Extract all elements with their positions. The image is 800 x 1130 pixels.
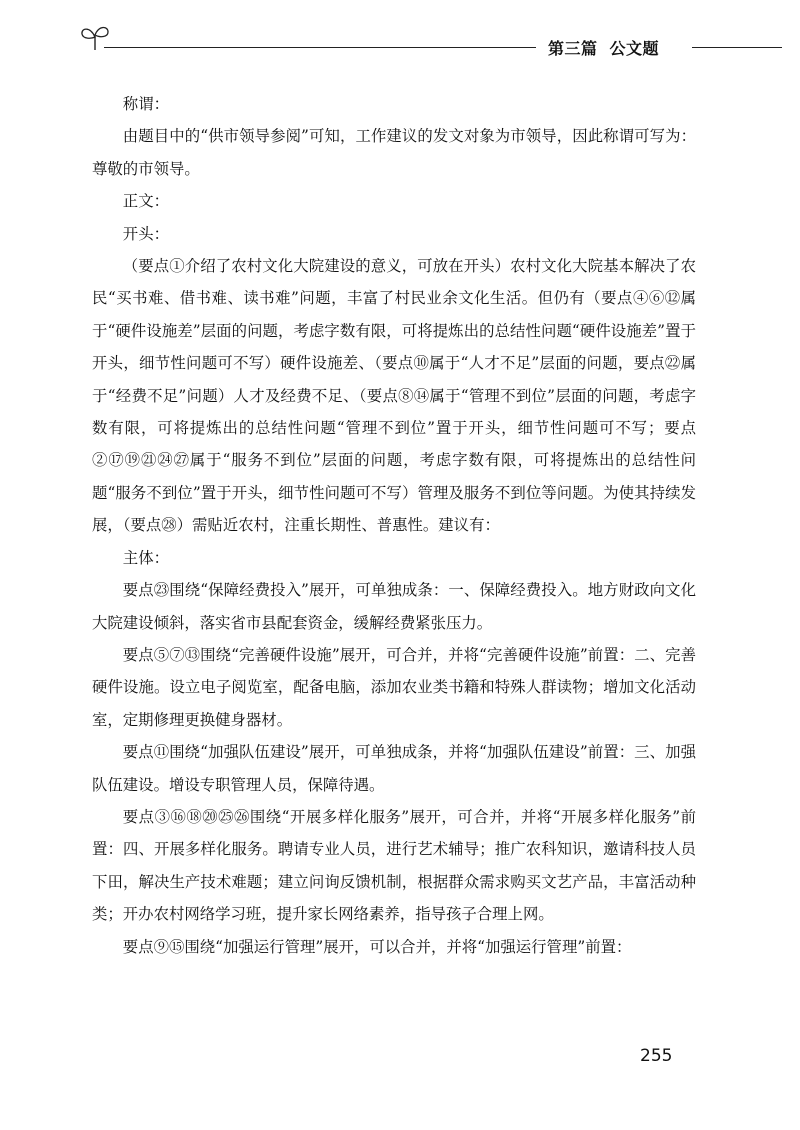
- page-number: 255: [640, 1046, 673, 1066]
- header-rule-left: [104, 47, 536, 48]
- header-section: 公文题: [609, 39, 660, 58]
- paragraph-point-management: 要点⑨⑮围绕“加强运行管理”展开，可以合并，并将“加强运行管理”前置：: [122, 937, 632, 956]
- heading-main: 主体：: [122, 548, 169, 567]
- heading-salutation: 称谓：: [122, 95, 169, 113]
- header-part: 第三篇: [548, 39, 598, 58]
- heading-body: 正文：: [122, 192, 169, 211]
- paragraph-point-staff: 要点⑪围绕“加强队伍建设”展开，可单独成条，并将“加强队伍建设”前置：三、加强队伍建设。增设专职管理人员，保障待遇。: [92, 743, 696, 794]
- paragraph-point-services: 要点③⑯⑱⑳㉕㉖围绕“开展多样化服务”展开，可合并，并将“开展多样化服务”前置：四、开展多样化服务。聘请专业人员，进行艺术辅导；推广农科知识，邀请科技人员下田，解决生产技术难题；建立问询反馈机制，根据群众需求购买文艺产品，丰富活动种类；开办农村网络学习班，提升家长网络素养，指导孩子合理上网。: [92, 807, 696, 924]
- page-header: [0, 0, 800, 70]
- heading-opening: 开头：: [122, 224, 169, 243]
- paragraph-point-funding: 要点㉓围绕“保障经费投入”展开，可单独成条：一、保障经费投入。地方财政向文化大院建设倾斜，落实省市县配套资金，缓解经费紧张压力。: [92, 581, 696, 632]
- header-title: [548, 36, 659, 59]
- page-body: [92, 88, 696, 963]
- paragraph-salutation: 由题目中的“供市领导参阅”可知，工作建议的发文对象为市领导，因此称谓可写为：尊敬的市领导。: [92, 127, 696, 178]
- paragraph-point-facilities: 要点⑤⑦⑬围绕“完善硬件设施”展开，可合并，并将“完善硬件设施”前置：二、完善硬件设施。设立电子阅览室，配备电脑，添加农业类书籍和特殊人群读物；增加文化活动室，定期修理更换健身器材。: [92, 645, 696, 729]
- header-rule-right: [692, 47, 782, 48]
- paragraph-opening: （要点①介绍了农村文化大院建设的意义，可放在开头）农村文化大院基本解决了农民“买书难、借书难、读书难”问题，丰富了村民业余文化生活。但仍有（要点④⑥⑫属于“硬件设施差”层面的问题，考虑字数有限，可将提炼出的总结性问题“硬件设施差”置于开头，细节性问题可不写）硬件设施差、（要点⑩属于“人才不足”层面的问题，要点㉒属于“经费不足”问题）人才及经费不足、（要点⑧⑭属于“管理不到位”层面的问题，考虑字数有限，可将提炼出的总结性问题“管理不到位”置于开头，细节性问题可不写；要点②⑰⑲㉑㉔㉗属于“服务不到位”层面的问题，考虑字数有限，可将提炼出的总结性问题“服务不到位”置于开头，细节性问题可不写）管理及服务不到位等问题。为使其持续发展，（要点㉘）需贴近农村，注重长期性、普惠性。建议有：: [92, 257, 696, 535]
